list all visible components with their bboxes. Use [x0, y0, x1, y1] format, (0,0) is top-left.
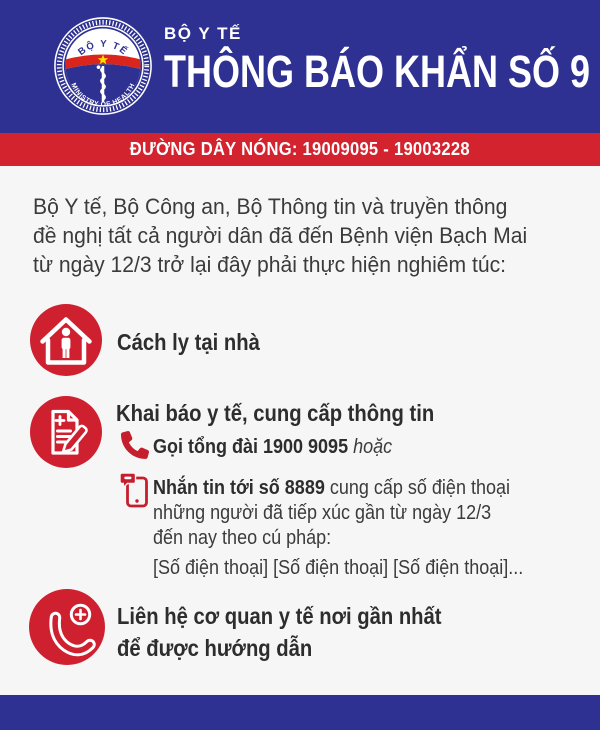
hotline-text: ĐƯỜNG DÂY NÓNG: 19009095 - 19003228: [129, 139, 471, 159]
logo-top-text: BỘ Y TẾ: [76, 38, 130, 58]
call-or-word: hoặc: [353, 436, 393, 458]
intro-line-3: từ ngày 12/3 trở lại đây phải thực hiện nghiêm túc:: [33, 252, 507, 277]
sms-line-2: những người đã tiếp xúc gần từ ngày 12/3: [153, 502, 492, 524]
notice-title: THÔNG BÁO KHẨN SỐ 9: [164, 46, 591, 97]
item-contact-label: [117, 600, 442, 664]
logo-bottom-text: MINISTRY OF HEALTH: [69, 82, 137, 109]
sub-item-call: [153, 435, 419, 460]
footer-bar: [0, 695, 600, 730]
intro-line-2: đề nghị tất cả người dân đã đến Bệnh viện Bạch Mai: [33, 223, 528, 248]
medical-form-pencil-icon: [30, 396, 102, 468]
sub-item-sms: [153, 476, 550, 551]
intro-line-1: Bộ Y tế, Bộ Công an, Bộ Thông tin và truyền thông: [33, 194, 508, 219]
sms-line-3: đến nay theo cú pháp:: [153, 527, 332, 549]
contact-line-1: Liên hệ cơ quan y tế nơi gần nhất: [117, 603, 442, 629]
agency-name: BỘ Y TẾ: [164, 24, 242, 43]
item-quarantine-label: Cách ly tại nhà: [117, 329, 260, 355]
sms-instruction-rest: cung cấp số điện thoại: [329, 477, 510, 499]
sms-syntax-example: [Số điện thoại] [Số điện thoại] [Số điện thoại]...: [153, 557, 524, 579]
house-person-icon: [30, 304, 102, 376]
header-banner: [0, 0, 600, 133]
sms-phone-icon: [119, 471, 150, 509]
phone-call-icon: [121, 431, 149, 459]
contact-line-2: để được hướng dẫn: [117, 635, 313, 661]
item-declare-title: Khai báo y tế, cung cấp thông tin: [116, 400, 435, 426]
hotline-bar: [0, 133, 600, 166]
call-instruction: Gọi tổng đài 1900 9095: [153, 436, 349, 458]
phone-plus-icon: [29, 589, 105, 665]
sms-instruction-bold: Nhắn tin tới số 8889: [153, 477, 325, 499]
ministry-of-health-logo-icon: [53, 16, 153, 116]
intro-paragraph: [33, 192, 548, 279]
